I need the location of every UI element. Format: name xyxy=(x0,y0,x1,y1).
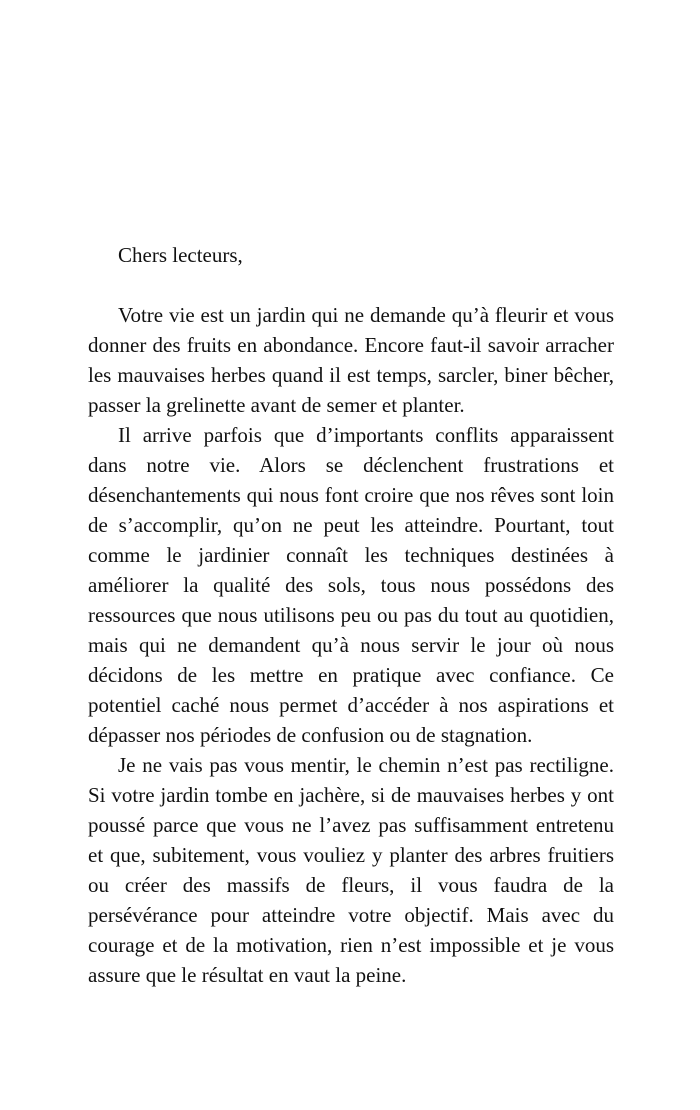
paragraph-perseverance: Je ne vais pas vous mentir, le chemin n’est pas rectiligne. Si votre jardin tombe en jachère, si de mauvaises herbes y ont poussé parce que vous ne l’avez pas suffisamment entretenu et que, subitement, vous vouliez y planter des arbres fruitiers ou créer des massifs de fleurs, il vous faudra de la persévérance pour atteindre votre objectif. Mais avec du courage et de la motivation, rien n’est impossible et je vous assure que le résultat en vaut la peine. xyxy=(88,753,614,987)
paragraph-conflicts: Il arrive parfois que d’importants conflits apparaissent dans notre vie. Alors se déclenchent frustrations et désenchantements qui nous font croire que nos rêves sont loin de s’accomplir, qu’on ne peut les atteindre. Pourtant, tout comme le jardinier connaît les techniques destinées à améliorer la qualité des sols, tous nous possédons des ressources que nous utilisons peu ou pas du tout au quotidien, mais qui ne demandent qu’à nous servir le jour où nous décidons de les mettre en pratique avec confiance. Ce potentiel caché nous permet d’accéder à nos aspirations et dépasser nos périodes de confusion ou de stagnation. xyxy=(88,423,614,747)
salutation: Chers lecteurs, xyxy=(118,243,243,267)
paragraph-garden: Votre vie est un jardin qui ne demande qu’à fleurir et vous donner des fruits en abondance. Encore faut-il savoir arracher les mauvaises herbes quand il est temps, sarcler, biner bêcher, passer la grelinette avant de semer et planter. xyxy=(88,303,614,417)
letter-body xyxy=(88,240,614,990)
